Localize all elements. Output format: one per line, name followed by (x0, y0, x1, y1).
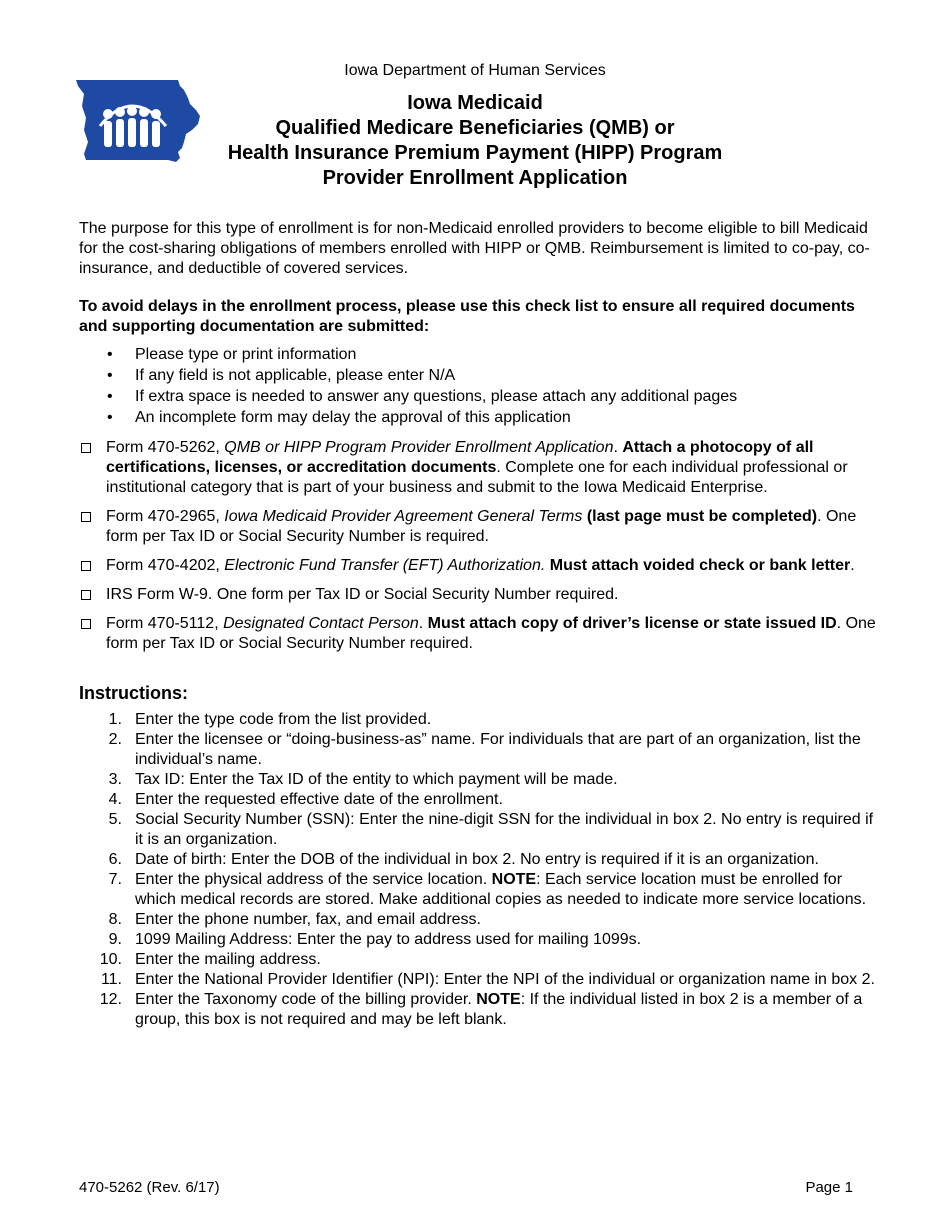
checkbox[interactable] (81, 443, 91, 453)
agency-name: Iowa Department of Human Services (344, 62, 606, 79)
bullet-text: An incomplete form may delay the approval of this application (135, 409, 571, 426)
checklist-item-470-5112: Form 470-5112, Designated Contact Person. Must attach copy of driver’s license or state issued ID. One form per Tax ID or Social Security Number required. (79, 614, 879, 654)
instruction-step: 8. Enter the phone number, fax, and email address. (108, 911, 481, 928)
document-checklist (79, 438, 879, 654)
instruction-step: 1. Enter the type code from the list provided. (108, 711, 432, 728)
instruction-step: 6. Date of birth: Enter the DOB of the individual in box 2. No entry is required if it is an organization. (108, 851, 819, 868)
instruction-step: 9. 1099 Mailing Address: Enter the pay to address used for mailing 1099s. (108, 931, 642, 948)
checklist-item-w9: IRS Form W-9. One form per Tax ID or Social Security Number required. (79, 585, 879, 605)
bullet-item (79, 345, 879, 366)
instruction-step: 5. Social Security Number (SSN): Enter the nine-digit SSN for the individual in box 2. No entry is required if it is an organization. (108, 811, 874, 848)
bullet-item (79, 408, 879, 429)
bullet-text: Please type or print information (135, 346, 357, 363)
instruction-step: 2. Enter the licensee or “doing-business-as” name. For individuals that are part of an organization, list the individual’s name. (108, 731, 861, 768)
title-line: Provider Enrollment Application (322, 167, 628, 189)
checklist-item-470-4202: Form 470-4202, Electronic Fund Transfer (EFT) Authorization. Must attach voided check or bank letter. (79, 556, 879, 576)
checkbox[interactable] (81, 512, 91, 522)
instruction-step: 3. Tax ID: Enter the Tax ID of the entity to which payment will be made. (108, 771, 618, 788)
bullet-item (79, 387, 879, 408)
instructions-list (79, 710, 879, 1030)
title-line: Health Insurance Premium Payment (HIPP) Program (227, 142, 723, 164)
bullet-text: If extra space is needed to answer any questions, please attach any additional pages (135, 388, 738, 405)
checkbox[interactable] (81, 561, 91, 571)
title-line: Qualified Medicare Beneficiaries (QMB) or (275, 117, 675, 139)
page-number: Page 1 (805, 1179, 853, 1196)
page-title (0, 91, 950, 191)
title-line: Iowa Medicaid (407, 92, 543, 114)
instruction-step: 7. Enter the physical address of the service location. NOTE: Each service location must be enrolled for which medical records are stored. Make additional copies as needed to indicate more service locations. (108, 871, 867, 908)
info-bullet-list (79, 345, 879, 429)
checkbox[interactable] (81, 619, 91, 629)
bullet-text: If any field is not applicable, please enter N/A (135, 367, 456, 384)
checklist-item-470-5262: Form 470-5262, QMB or HIPP Program Provider Enrollment Application. Attach a photocopy of all certifications, licenses, or accreditation documents. Complete one for each individual professional or institutional category that is part of your business and submit to the Iowa Medicaid Enterprise. (79, 438, 879, 498)
instruction-step: 12. Enter the Taxonomy code of the billing provider. NOTE: If the individual listed in box 2 is a member of a group, this box is not required and may be left blank. (99, 991, 863, 1028)
bullet-icon: • (107, 346, 113, 363)
purpose-paragraph: The purpose for this type of enrollment is for non-Medicaid enrolled providers to become eligible to bill Medicaid for the cost-sharing obligations of members enrolled with HIPP or QMB. Reimbursement is limited to co-pay, co-insurance, and deductible of covered services. (79, 220, 870, 277)
bullet-item (79, 366, 879, 387)
form-number: 470-5262 (Rev. 6/17) (79, 1179, 220, 1196)
bullet-icon: • (107, 409, 113, 426)
instructions-heading: Instructions: (79, 683, 189, 703)
bullet-icon: • (107, 367, 113, 384)
checklist-notice: To avoid delays in the enrollment process, please use this check list to ensure all required documents and supporting documentation are submitted: (79, 298, 855, 335)
checklist-item-470-2965: Form 470-2965, Iowa Medicaid Provider Agreement General Terms (last page must be completed). One form per Tax ID or Social Security Number is required. (79, 507, 879, 547)
checkbox[interactable] (81, 590, 91, 600)
document-body (79, 219, 879, 1030)
instruction-step: 4. Enter the requested effective date of the enrollment. (108, 791, 503, 808)
instruction-step: 11. Enter the National Provider Identifier (NPI): Enter the NPI of the individual or organization name in box 2. (100, 971, 875, 988)
bullet-icon: • (107, 388, 113, 405)
instruction-step: 10. Enter the mailing address. (99, 951, 321, 968)
